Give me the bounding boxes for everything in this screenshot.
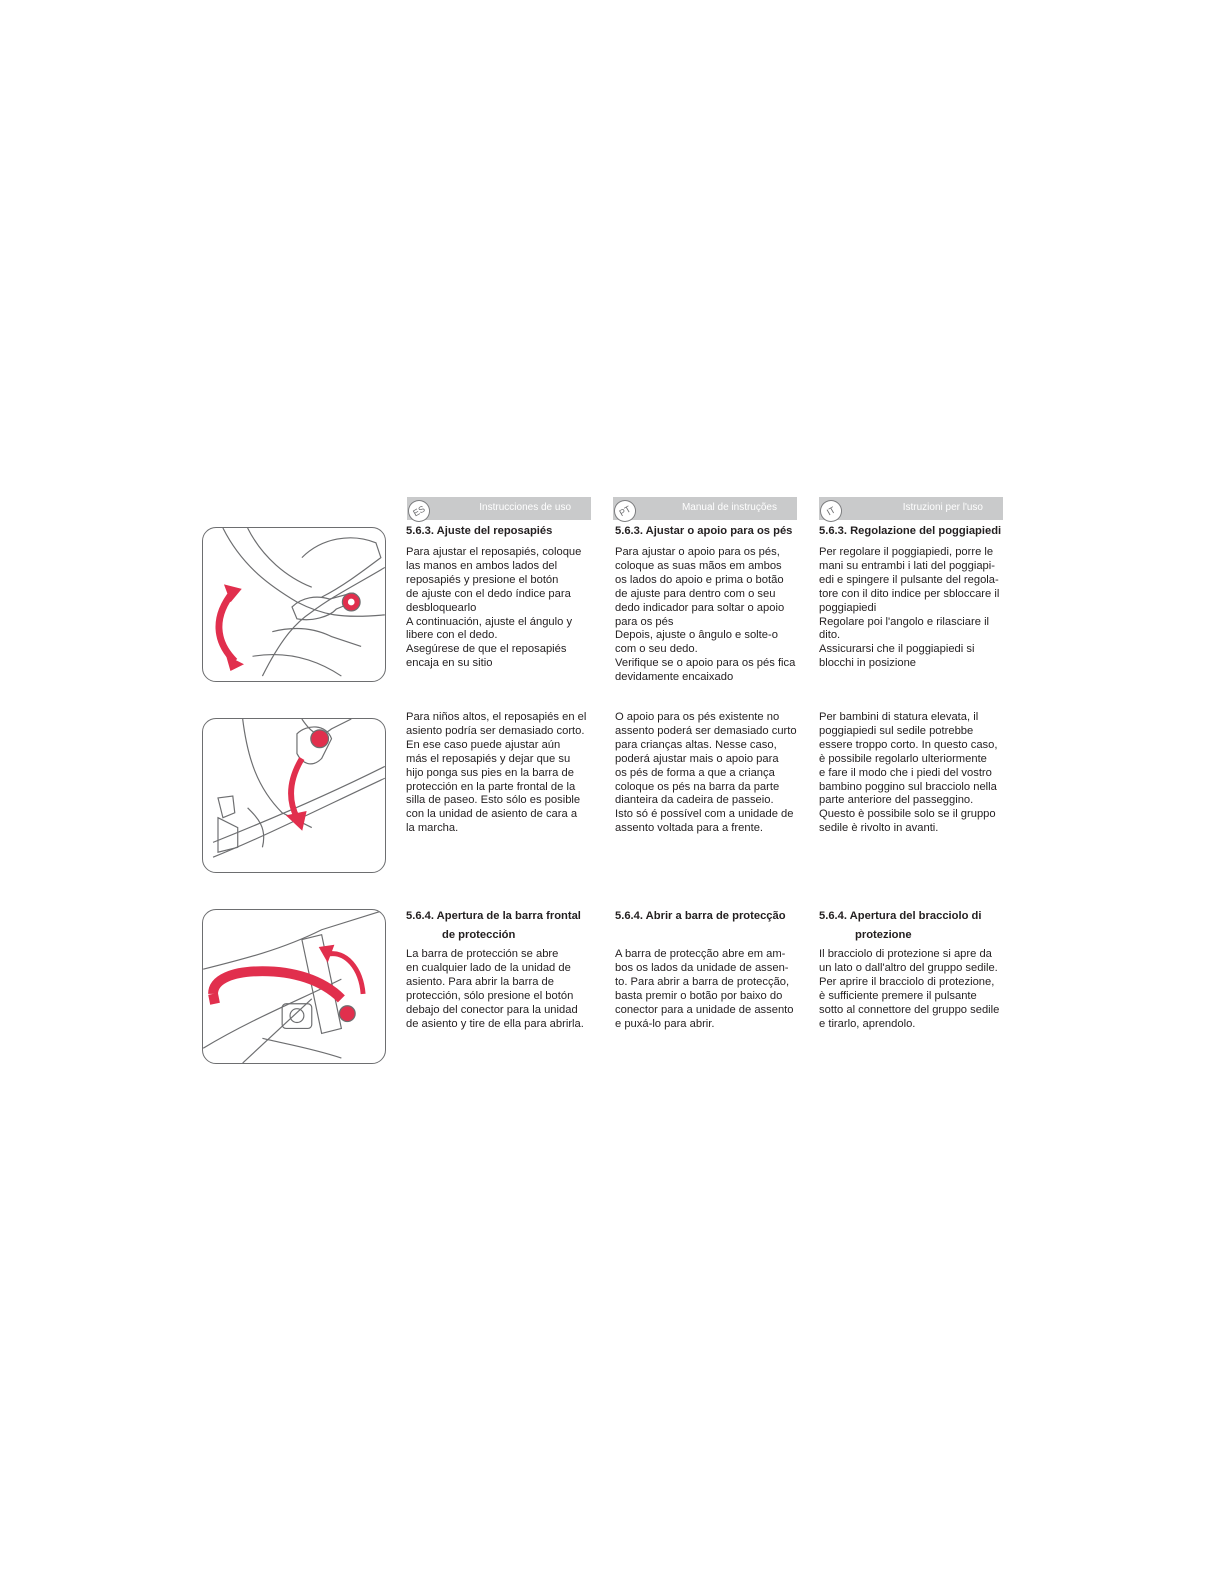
es-footrest-body: Para ajustar el reposapiés, coloque las manos en ambos lados del reposapiés y presione el botón de ajuste con el dedo índice para desbloquearlo A continuación, ajuste el ángulo y libere con el dedo. Asegúrese de que el reposapiés encaja en su sitio [406,546,582,670]
it-section-tall-children [819,711,1014,836]
it-section-bumper-bar [819,907,1014,1031]
pt-section-tall-children [615,711,810,836]
it-tall-children-body: Per bambini di statura elevata, il poggiapiedi sul sedile potrebbe essere troppo corto. In questo caso, è possibile regolarlo ulteriormente e fare il modo che i piedi del vostro bambino poggino sul bracciolo nella parte anteriore del passeggino. Questo è possibile solo se il gruppo sedile è rivolto in avanti. [819,711,998,835]
it-section-footrest [819,522,1014,671]
language-badge-pt: PT [610,496,640,526]
es-section-footrest [406,522,596,671]
header-title-es: Instrucciones de uso [479,502,571,513]
header-pt [613,497,797,520]
es-bumper-heading-line1: 5.6.4. Apertura de la barra frontal [406,910,581,922]
language-badge-es: ES [404,496,434,526]
es-section-bumper-bar [406,907,596,1031]
it-footrest-body: Per regolare il poggiapiedi, porre le mani su entrambi i lati del poggiapi- edi e spingere il pulsante del regola- tore con il dito indice per sbloccare il poggiapiedi Regolare poi l'angolo e rilasciare il dito. Assicurarsi che il poggiapiedi si blocchi in posizione [819,546,1000,670]
pt-tall-children-body: O apoio para os pés existente no assento poderá ser demasiado curto para crianças altas. Nesse caso, poderá ajustar mais o apoio para os pés de forma a que a criança coloque os pés na barra da parte dianteira da cadeira de passeio. Isto só é possível com a unidade de assento voltada para a frente. [615,711,797,835]
header-title-pt: Manual de instruções [681,502,777,513]
pt-bumper-heading: 5.6.4. Abrir a barra de protecção [615,910,786,922]
pt-footrest-heading: 5.6.3. Ajustar o apoio para os pés [615,525,793,537]
footrest-adjust-illustration [202,527,386,682]
pt-section-bumper-bar [615,907,810,1031]
it-bumper-heading-line1: 5.6.4. Apertura del bracciolo di [819,910,982,922]
es-bumper-heading-line2: de protección [442,929,516,941]
pt-section-footrest [615,522,810,685]
header-title-it: Istruzioni per l'uso [902,502,983,513]
es-tall-children-body: Para niños altos, el reposapiés en el asiento podría ser demasiado corto. En ese caso puede ajustar aún más el reposapiés y dejar que su hijo ponga sus pies en la barra de protección en la parte frontal de la silla de paseo. Esto sólo es posible con la unidad de asiento de cara a la marcha. [406,711,587,835]
it-bumper-heading-line2: protezione [855,929,912,941]
header-es [407,497,591,520]
bumper-bar-open-illustration [202,909,386,1064]
es-section-tall-children [406,711,596,836]
footrest-extend-illustration [202,718,386,873]
it-footrest-heading: 5.6.3. Regolazione del poggiapiedi [819,525,1002,537]
header-it [819,497,1003,520]
es-bumper-body: La barra de protección se abre en cualquier lado de la unidad de asiento. Para abrir la barra de protección, sólo presione el botón debajo del conector para la unidad de asiento y tire de ella para abrirla. [406,948,584,1030]
language-badge-it: IT [816,496,846,526]
pt-bumper-body: A barra de protecção abre em am- bos os lados da unidade de assen- to. Para abrir a barra de protecção, basta premir o botão por baixo do conector para a unidade de assento e puxá-lo para abrir. [615,948,794,1030]
pt-footrest-body: Para ajustar o apoio para os pés, coloque as suas mãos em ambos os lados do apoio e prima o botão de ajuste para dentro com o seu dedo indicador para soltar o apoio para os pés Depois, ajuste o ângulo e solte-o com o seu dedo. Verifique se o apoio para os pés fica devidamente encaixado [615,546,796,684]
it-bumper-body: Il bracciolo di protezione si apre da un lato o dall'altro del gruppo sedile. Per aprire il bracciolo di protezione, è sufficiente premere il pulsante sotto al connettore del gruppo sedile e tirarlo, aprendolo. [819,948,1000,1030]
es-footrest-heading: 5.6.3. Ajuste del reposapiés [406,525,553,537]
